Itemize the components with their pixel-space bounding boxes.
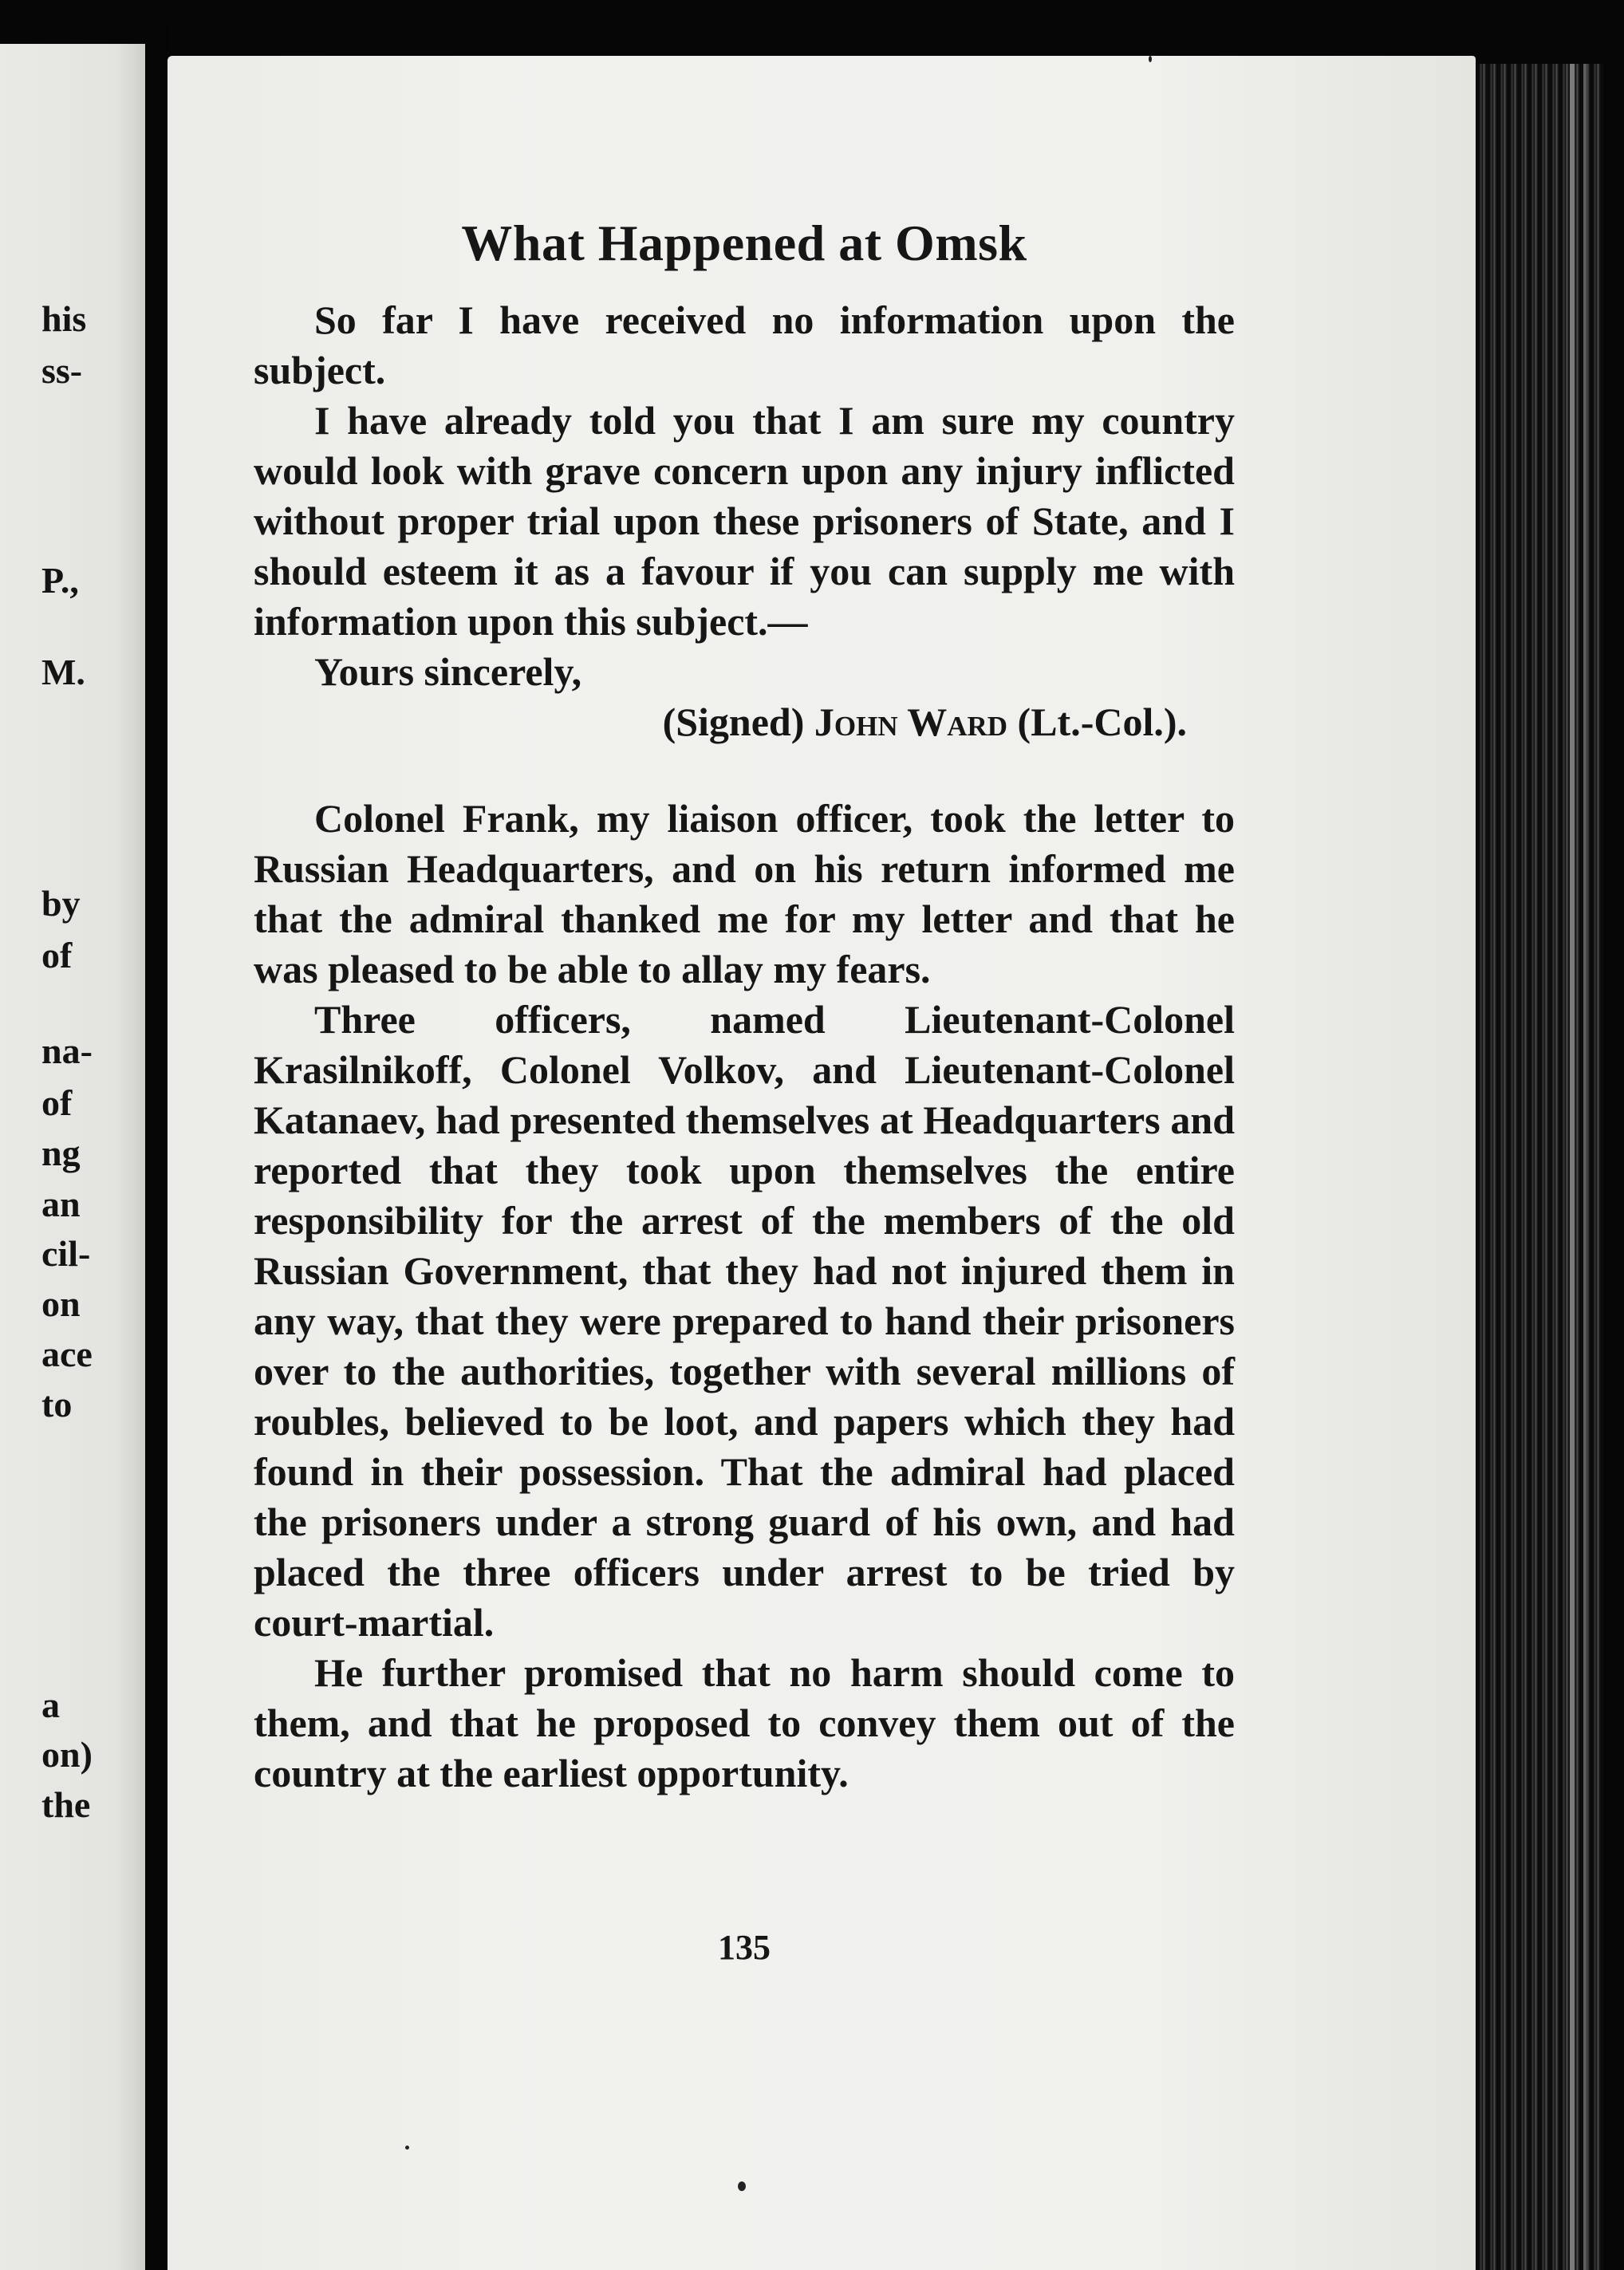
body-paragraph: He further promised that no harm should come to them, and that he proposed to convey them out of the country at the earliest opportunity. xyxy=(254,1650,1235,1795)
left-page-fragment: P., xyxy=(41,560,79,601)
left-page-fragment: his xyxy=(41,298,87,339)
body-paragraph: Colonel Frank, my liaison officer, took the letter to Russian Headquarters, and on his return informed me that the admiral thanked me for my letter and that he was pleased to be able to allay my fears. xyxy=(254,796,1235,991)
scan-speck xyxy=(1149,56,1152,62)
left-page-fragment: ss- xyxy=(41,350,83,391)
left-page-fragment: of xyxy=(41,1082,73,1123)
page-edge-line xyxy=(1583,64,1587,2270)
signature-name: John Ward xyxy=(814,700,1008,744)
left-page-fragment: the xyxy=(41,1784,91,1825)
left-page-fragment: of xyxy=(41,935,73,975)
letter-closing: Yours sincerely, xyxy=(314,649,582,694)
left-page-fragment: cil- xyxy=(41,1233,91,1274)
letter-signature xyxy=(254,697,1235,747)
body-text xyxy=(254,295,1235,1799)
running-head: What Happened at Omsk xyxy=(461,215,1027,271)
left-page-fragment: M. xyxy=(41,652,85,692)
page-edge-line xyxy=(1570,64,1575,2270)
body-paragraph: Three officers, named Lieutenant-Colonel Krasilnikoff, Colonel Volkov, and Lieutenant-Colonel Katanaev, had presented themselves at Headquarters and reported that they took upon themselves the entire responsibility for the arrest of the members of the old Russian Government, that they had not injured them in any way, that they were prepared to hand their prisoners over to the authorities, together with several millions of roubles, believed to be loot, and papers which they had found in their possession. That the admiral had placed the prisoners under a strong guard of his own, and had placed the three officers under arrest to be tried by court-martial. xyxy=(254,997,1235,1645)
book-gutter xyxy=(145,24,169,2270)
signature-rank: (Lt.-Col.). xyxy=(1017,700,1187,744)
left-facing-page xyxy=(0,44,145,2270)
left-page-fragment: on) xyxy=(41,1734,93,1775)
left-page-fragment: ace xyxy=(41,1334,93,1374)
left-page-fragment: an xyxy=(41,1184,81,1224)
left-page-fragment: ng xyxy=(41,1133,81,1173)
signature-prefix: (Signed) xyxy=(662,700,805,744)
letter-paragraph: So far I have received no information upon the subject. xyxy=(254,298,1235,392)
section-spacer xyxy=(254,747,1235,794)
left-page-fragment: by xyxy=(41,883,81,924)
left-page-fragment: a xyxy=(41,1685,60,1725)
left-page-fragment: on xyxy=(41,1283,81,1324)
left-page-fragment: to xyxy=(41,1384,73,1425)
scan-speck xyxy=(405,2146,409,2150)
page-number: 135 xyxy=(718,1928,771,1967)
scan-speck xyxy=(738,2181,746,2191)
letter-paragraph: I have already told you that I am sure my country would look with grave concern upon any injury inflicted without proper trial upon these prisoners of State, and I should esteem it as a favour if you can supply me with information upon this subject.— xyxy=(254,398,1235,644)
left-page-fragment: na- xyxy=(41,1031,93,1071)
